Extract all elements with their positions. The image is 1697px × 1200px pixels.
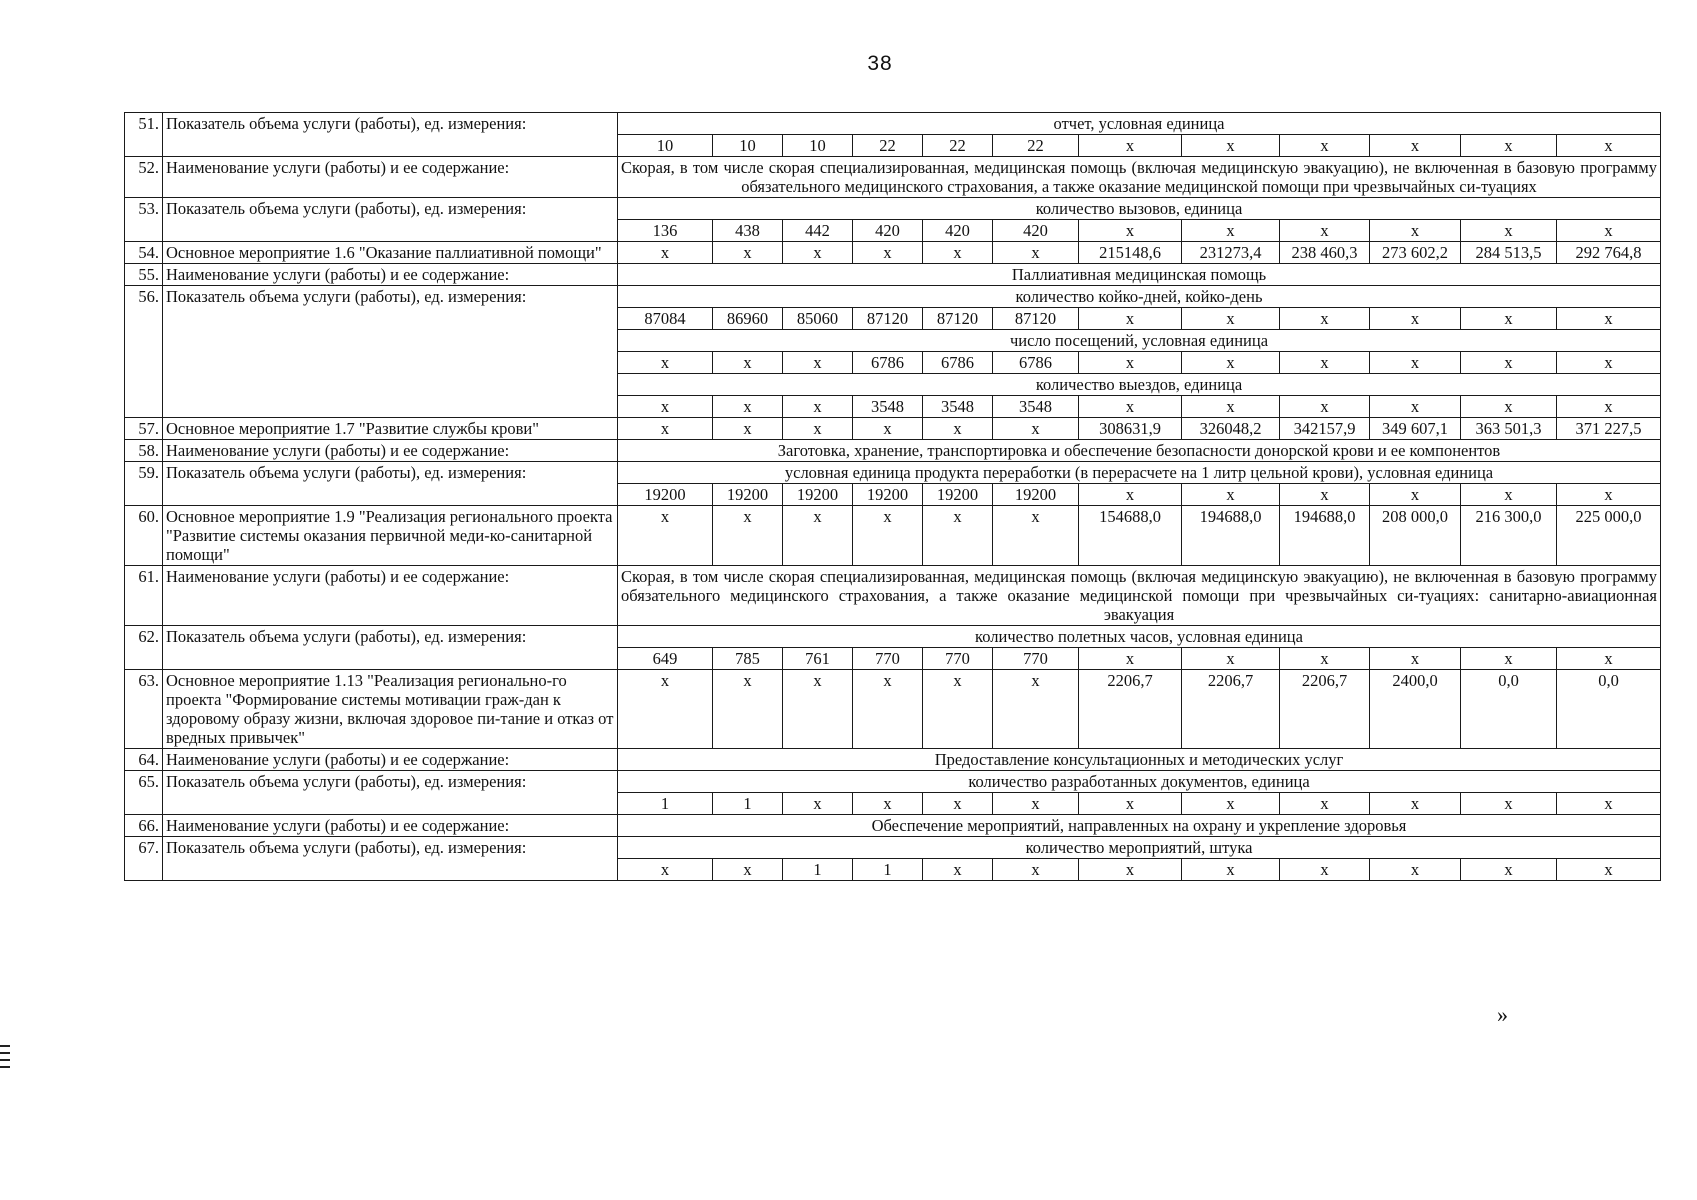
table-row [125, 749, 1661, 771]
value-cell: 342157,9 [1280, 418, 1370, 440]
value-cell: 10 [783, 135, 853, 157]
row-label: Показатель объема услуги (работы), ед. измерения: [163, 462, 618, 506]
value-cell: x [993, 506, 1079, 566]
row-label: Основное мероприятие 1.9 "Реализация регионального проекта "Развитие системы оказания первичной меди-ко-санитарной помощи" [163, 506, 618, 566]
value-cell: 85060 [783, 308, 853, 330]
value-cell: x [1079, 793, 1182, 815]
value-cell: x [1557, 220, 1661, 242]
value-cell: 6786 [853, 352, 923, 374]
value-cell: 216 300,0 [1461, 506, 1557, 566]
row-number: 55. [125, 264, 163, 286]
value-cell: 0,0 [1557, 670, 1661, 749]
table-row [125, 440, 1661, 462]
value-cell: x [1182, 352, 1280, 374]
row-label: Наименование услуги (работы) и ее содержание: [163, 749, 618, 771]
table-row [125, 418, 1661, 440]
table-row [125, 815, 1661, 837]
value-cell: x [1461, 793, 1557, 815]
row-label: Основное мероприятие 1.13 "Реализация регионально-го проекта "Формирование системы мотивации граж-дан к здоровому образу жизни, включая здоровое пи-тание и отказ от вредных привычек" [163, 670, 618, 749]
row-label: Показатель объема услуги (работы), ед. измерения: [163, 626, 618, 670]
value-cell: 87084 [618, 308, 713, 330]
value-cell: 349 607,1 [1370, 418, 1461, 440]
value-cell: x [713, 242, 783, 264]
value-cell: x [1557, 859, 1661, 881]
value-cell: 22 [923, 135, 993, 157]
value-cell: x [1370, 396, 1461, 418]
value-cell: 3548 [993, 396, 1079, 418]
row-number: 51. [125, 113, 163, 157]
value-cell: x [1182, 859, 1280, 881]
value-cell: x [1557, 484, 1661, 506]
page-number: 38 [867, 52, 893, 75]
unit-cell: отчет, условная единица [618, 113, 1661, 135]
value-cell: 2206,7 [1280, 670, 1370, 749]
value-cell: 194688,0 [1280, 506, 1370, 566]
value-cell: x [923, 506, 993, 566]
value-cell: 6786 [993, 352, 1079, 374]
value-cell: x [783, 396, 853, 418]
value-cell: 420 [923, 220, 993, 242]
value-cell: x [923, 793, 993, 815]
value-cell: x [1557, 135, 1661, 157]
value-cell: 225 000,0 [1557, 506, 1661, 566]
value-cell: x [1461, 396, 1557, 418]
table-row [125, 626, 1661, 648]
value-cell: x [1182, 135, 1280, 157]
value-cell: x [1280, 135, 1370, 157]
value-cell: x [1557, 793, 1661, 815]
value-cell: x [1370, 352, 1461, 374]
value-cell: x [993, 793, 1079, 815]
value-cell: 284 513,5 [1461, 242, 1557, 264]
value-cell: x [993, 670, 1079, 749]
value-cell: x [1461, 308, 1557, 330]
value-cell: 3548 [923, 396, 993, 418]
unit-cell: количество вызовов, единица [618, 198, 1661, 220]
row-label: Основное мероприятие 1.6 "Оказание паллиативной помощи" [163, 242, 618, 264]
content-cell: Заготовка, хранение, транспортировка и обеспечение безопасности донорской крови и ее компонентов [618, 440, 1661, 462]
value-cell: x [1280, 308, 1370, 330]
row-number: 53. [125, 198, 163, 242]
value-cell: x [853, 242, 923, 264]
value-cell: x [1370, 793, 1461, 815]
value-cell: 2400,0 [1370, 670, 1461, 749]
value-cell: x [618, 242, 713, 264]
value-cell: 761 [783, 648, 853, 670]
unit-cell: количество полетных часов, условная единица [618, 626, 1661, 648]
value-cell: 6786 [923, 352, 993, 374]
value-cell: 208 000,0 [1370, 506, 1461, 566]
row-label: Основное мероприятие 1.7 "Развитие службы крови" [163, 418, 618, 440]
row-number: 58. [125, 440, 163, 462]
value-cell: x [783, 670, 853, 749]
value-cell: x [1370, 220, 1461, 242]
value-cell: x [783, 352, 853, 374]
value-cell: x [853, 670, 923, 749]
value-cell: 1 [618, 793, 713, 815]
value-cell: 215148,6 [1079, 242, 1182, 264]
value-cell: x [853, 793, 923, 815]
row-label: Показатель объема услуги (работы), ед. измерения: [163, 771, 618, 815]
value-cell: x [993, 242, 1079, 264]
program-table [124, 112, 1661, 881]
value-cell: x [1280, 352, 1370, 374]
value-cell: 22 [853, 135, 923, 157]
value-cell: 19200 [923, 484, 993, 506]
table-row [125, 113, 1661, 135]
table-body [125, 113, 1661, 881]
table-row [125, 670, 1661, 749]
value-cell: 19200 [618, 484, 713, 506]
table-row [125, 462, 1661, 484]
value-cell: 19200 [993, 484, 1079, 506]
value-cell: x [853, 418, 923, 440]
value-cell: 785 [713, 648, 783, 670]
value-cell: x [713, 859, 783, 881]
value-cell: x [783, 242, 853, 264]
content-cell: Предоставление консультационных и методических услуг [618, 749, 1661, 771]
value-cell: x [1557, 396, 1661, 418]
value-cell: 87120 [923, 308, 993, 330]
value-cell: x [618, 506, 713, 566]
content-cell: Скорая, в том числе скорая специализированная, медицинская помощь (включая медицинскую эвакуацию), не включенная в базовую программу обязательного медицинского страхования, а также оказание медицинской помощи при чрезвычайных си-туациях: санитарно-авиационная эвакуация [618, 566, 1661, 626]
value-cell: 770 [993, 648, 1079, 670]
row-number: 59. [125, 462, 163, 506]
value-cell: x [618, 418, 713, 440]
value-cell: 22 [993, 135, 1079, 157]
value-cell: 19200 [713, 484, 783, 506]
value-cell: 442 [783, 220, 853, 242]
value-cell: x [1461, 484, 1557, 506]
table-row [125, 198, 1661, 220]
value-cell: x [1461, 135, 1557, 157]
continuation-mark: » [1497, 1002, 1508, 1027]
value-cell: x [1557, 308, 1661, 330]
value-cell: x [1079, 648, 1182, 670]
value-cell: 87120 [993, 308, 1079, 330]
value-cell: x [783, 506, 853, 566]
value-cell: x [993, 418, 1079, 440]
row-number: 65. [125, 771, 163, 815]
row-label: Наименование услуги (работы) и ее содержание: [163, 440, 618, 462]
value-cell: x [923, 670, 993, 749]
value-cell: 326048,2 [1182, 418, 1280, 440]
value-cell: 1 [783, 859, 853, 881]
value-cell: 2206,7 [1182, 670, 1280, 749]
value-cell: x [1280, 793, 1370, 815]
value-cell: x [1182, 793, 1280, 815]
value-cell: x [923, 859, 993, 881]
value-cell: x [1370, 135, 1461, 157]
value-cell: x [783, 418, 853, 440]
table-row [125, 566, 1661, 626]
content-cell: Обеспечение мероприятий, направленных на охрану и укрепление здоровья [618, 815, 1661, 837]
value-cell: x [618, 670, 713, 749]
row-number: 57. [125, 418, 163, 440]
row-number: 56. [125, 286, 163, 418]
value-cell: 154688,0 [1079, 506, 1182, 566]
table-row [125, 837, 1661, 859]
row-label: Показатель объема услуги (работы), ед. измерения: [163, 286, 618, 418]
value-cell: x [618, 396, 713, 418]
value-cell: x [618, 352, 713, 374]
row-label: Показатель объема услуги (работы), ед. измерения: [163, 113, 618, 157]
value-cell: x [1182, 484, 1280, 506]
value-cell: x [1461, 220, 1557, 242]
row-label: Показатель объема услуги (работы), ед. измерения: [163, 837, 618, 881]
value-cell: 308631,9 [1079, 418, 1182, 440]
value-cell: x [1079, 396, 1182, 418]
value-cell: 10 [713, 135, 783, 157]
value-cell: x [923, 242, 993, 264]
value-cell: x [1557, 352, 1661, 374]
value-cell: 19200 [853, 484, 923, 506]
value-cell: 87120 [853, 308, 923, 330]
row-number: 62. [125, 626, 163, 670]
row-label: Наименование услуги (работы) и ее содержание: [163, 566, 618, 626]
value-cell: x [1370, 484, 1461, 506]
value-cell: 0,0 [1461, 670, 1557, 749]
value-cell: x [1370, 859, 1461, 881]
value-cell: x [1461, 648, 1557, 670]
value-cell: x [1079, 859, 1182, 881]
value-cell: x [1182, 220, 1280, 242]
value-cell: x [1370, 308, 1461, 330]
value-cell: x [713, 506, 783, 566]
table-row [125, 264, 1661, 286]
row-number: 67. [125, 837, 163, 881]
value-cell: x [783, 793, 853, 815]
value-cell: 86960 [713, 308, 783, 330]
value-cell: x [1182, 308, 1280, 330]
value-cell: x [1079, 484, 1182, 506]
unit-cell: число посещений, условная единица [618, 330, 1661, 352]
value-cell: x [713, 418, 783, 440]
value-cell: 649 [618, 648, 713, 670]
row-number: 64. [125, 749, 163, 771]
value-cell: x [1280, 220, 1370, 242]
value-cell: x [1182, 648, 1280, 670]
value-cell: x [1079, 352, 1182, 374]
value-cell: x [713, 352, 783, 374]
value-cell: 371 227,5 [1557, 418, 1661, 440]
table-row [125, 771, 1661, 793]
row-label: Наименование услуги (работы) и ее содержание: [163, 157, 618, 198]
value-cell: x [1461, 859, 1557, 881]
row-label: Наименование услуги (работы) и ее содержание: [163, 815, 618, 837]
unit-cell: количество мероприятий, штука [618, 837, 1661, 859]
value-cell: x [1079, 220, 1182, 242]
value-cell: x [1280, 859, 1370, 881]
content-cell: Паллиативная медицинская помощь [618, 264, 1661, 286]
table-row [125, 506, 1661, 566]
value-cell: 136 [618, 220, 713, 242]
value-cell: 1 [713, 793, 783, 815]
value-cell: 1 [853, 859, 923, 881]
table-row [125, 157, 1661, 198]
value-cell: 194688,0 [1182, 506, 1280, 566]
margin-marks [0, 1045, 10, 1073]
row-label: Показатель объема услуги (работы), ед. измерения: [163, 198, 618, 242]
row-number: 63. [125, 670, 163, 749]
unit-cell: условная единица продукта переработки (в перерасчете на 1 литр цельной крови), условная единица [618, 462, 1661, 484]
value-cell: 2206,7 [1079, 670, 1182, 749]
value-cell: 238 460,3 [1280, 242, 1370, 264]
value-cell: 273 602,2 [1370, 242, 1461, 264]
value-cell: 231273,4 [1182, 242, 1280, 264]
value-cell: 3548 [853, 396, 923, 418]
value-cell: 420 [993, 220, 1079, 242]
value-cell: x [713, 396, 783, 418]
value-cell: x [1079, 308, 1182, 330]
value-cell: x [853, 506, 923, 566]
content-cell: Скорая, в том числе скорая специализированная, медицинская помощь (включая медицинскую эвакуацию), не включенная в базовую программу обязательного медицинского страхования, а также оказание медицинской помощи при чрезвычайных си-туациях [618, 157, 1661, 198]
row-label: Наименование услуги (работы) и ее содержание: [163, 264, 618, 286]
value-cell: 770 [923, 648, 993, 670]
value-cell: 770 [853, 648, 923, 670]
row-number: 52. [125, 157, 163, 198]
unit-cell: количество койко-дней, койко-день [618, 286, 1661, 308]
row-number: 54. [125, 242, 163, 264]
unit-cell: количество выездов, единица [618, 374, 1661, 396]
value-cell: 420 [853, 220, 923, 242]
value-cell: x [713, 670, 783, 749]
value-cell: x [1370, 648, 1461, 670]
value-cell: x [1280, 648, 1370, 670]
value-cell: x [1461, 352, 1557, 374]
row-number: 61. [125, 566, 163, 626]
value-cell: x [1557, 648, 1661, 670]
value-cell: x [1280, 396, 1370, 418]
value-cell: x [923, 418, 993, 440]
table-row [125, 286, 1661, 308]
value-cell: 363 501,3 [1461, 418, 1557, 440]
value-cell: x [1280, 484, 1370, 506]
table-row [125, 242, 1661, 264]
row-number: 60. [125, 506, 163, 566]
row-number: 66. [125, 815, 163, 837]
value-cell: 438 [713, 220, 783, 242]
value-cell: x [993, 859, 1079, 881]
value-cell: x [1182, 396, 1280, 418]
unit-cell: количество разработанных документов, единица [618, 771, 1661, 793]
value-cell: 19200 [783, 484, 853, 506]
value-cell: 292 764,8 [1557, 242, 1661, 264]
value-cell: x [1079, 135, 1182, 157]
value-cell: x [618, 859, 713, 881]
value-cell: 10 [618, 135, 713, 157]
